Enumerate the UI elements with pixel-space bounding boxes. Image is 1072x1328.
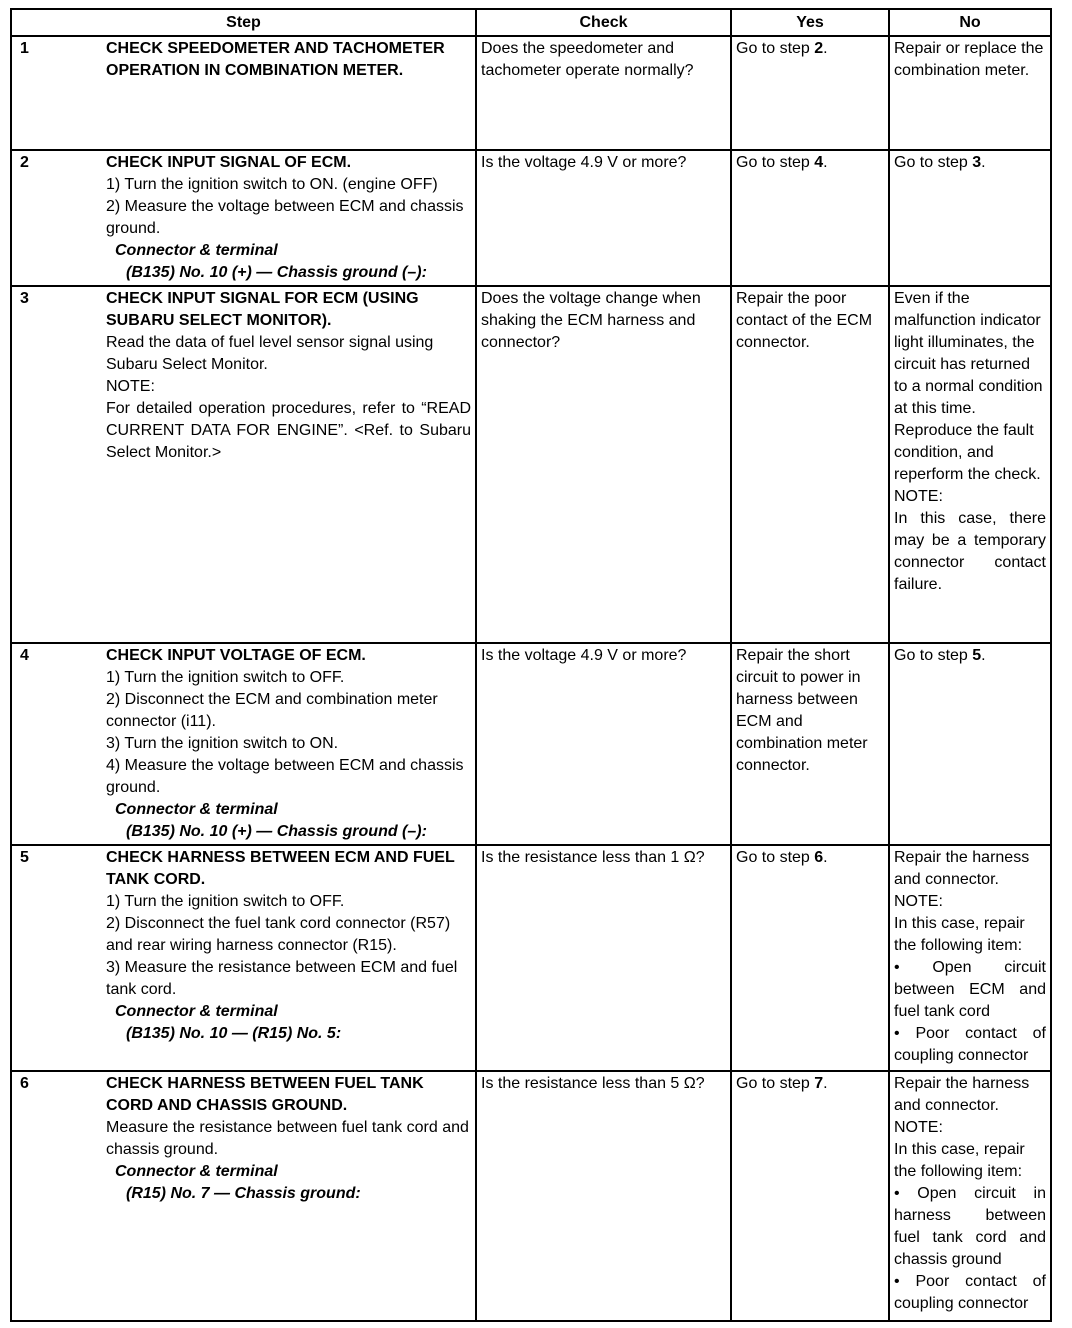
note-label: NOTE: bbox=[894, 893, 943, 910]
header-yes: Yes bbox=[731, 9, 889, 36]
no-text: Go to step bbox=[894, 154, 973, 171]
no-cell: Go to step 5. bbox=[889, 643, 1051, 845]
step-title: CHECK HARNESS BETWEEN FUEL TANK CORD AND CHASSIS GROUND. bbox=[106, 1075, 424, 1114]
yes-text: Go to step bbox=[736, 1075, 815, 1092]
connector-value: (B135) No. 10 (+) — Chassis ground (–): bbox=[126, 264, 427, 281]
note-text: In this case, repair the following item: bbox=[894, 915, 1025, 954]
table-row bbox=[11, 150, 1051, 286]
check-cell: Does the speedometer and tachometer operate normally? bbox=[476, 36, 731, 150]
check-cell: Does the voltage change when shaking the ECM harness and connector? bbox=[476, 286, 731, 643]
step-title: CHECK INPUT VOLTAGE OF ECM. bbox=[106, 647, 366, 664]
step-instruction: 2) Disconnect the fuel tank cord connector (R57) and rear wiring harness connector (R15). bbox=[106, 915, 451, 954]
note-text: In this case, there may be a temporary connector contact failure. bbox=[894, 510, 1046, 593]
header-check: Check bbox=[476, 9, 731, 36]
step-instruction: 2) Disconnect the ECM and combination meter connector (i11). bbox=[106, 691, 438, 730]
step-number: 1 bbox=[20, 40, 29, 57]
yes-cell: Go to step 6. bbox=[731, 845, 889, 1071]
check-cell: Is the voltage 4.9 V or more? bbox=[476, 643, 731, 845]
yes-text: Go to step bbox=[736, 154, 815, 171]
diagnostic-table bbox=[10, 8, 1052, 1322]
table-row bbox=[11, 36, 1051, 150]
bullet-item: • Open circuit in harness between fuel tank cord and chassis ground bbox=[894, 1185, 1046, 1268]
check-cell: Is the voltage 4.9 V or more? bbox=[476, 150, 731, 286]
step-instruction: 1) Turn the ignition switch to OFF. bbox=[106, 669, 345, 686]
check-cell: Is the resistance less than 1 Ω? bbox=[476, 845, 731, 1071]
step-number: 5 bbox=[20, 849, 29, 866]
bullet-item: • Open circuit between ECM and fuel tank cord bbox=[894, 959, 1046, 1020]
step-number: 6 bbox=[20, 1075, 29, 1092]
step-title: CHECK INPUT SIGNAL OF ECM. bbox=[106, 154, 352, 171]
table-row bbox=[11, 1071, 1051, 1321]
step-instruction: 3) Measure the resistance between ECM and fuel tank cord. bbox=[106, 959, 458, 998]
no-step-link: 3 bbox=[972, 154, 982, 171]
note-label: NOTE: bbox=[894, 488, 943, 505]
connector-label: Connector & terminal bbox=[115, 801, 278, 818]
note-label: NOTE: bbox=[106, 378, 155, 395]
yes-cell: Go to step 7. bbox=[731, 1071, 889, 1321]
yes-text: Go to step bbox=[736, 849, 815, 866]
no-step-link: 5 bbox=[972, 647, 982, 664]
check-cell: Is the resistance less than 5 Ω? bbox=[476, 1071, 731, 1321]
yes-cell: Repair the poor contact of the ECM connector. bbox=[731, 286, 889, 643]
yes-step-link: 6 bbox=[814, 849, 824, 866]
no-text: Go to step bbox=[894, 647, 973, 664]
header-step: Step bbox=[11, 9, 476, 36]
step-instruction: 1) Turn the ignition switch to ON. (engine OFF) bbox=[106, 176, 438, 193]
step-number: 3 bbox=[20, 290, 29, 307]
yes-step-link: 7 bbox=[814, 1075, 824, 1092]
table-row bbox=[11, 286, 1051, 643]
step-title: CHECK INPUT SIGNAL FOR ECM (USING SUBARU SELECT MONITOR). bbox=[106, 290, 419, 329]
step-instruction: Measure the resistance between fuel tank cord and chassis ground. bbox=[106, 1119, 469, 1158]
step-cell bbox=[11, 286, 476, 643]
step-number: 2 bbox=[20, 154, 29, 171]
header-row bbox=[11, 9, 1051, 36]
table-row bbox=[11, 845, 1051, 1071]
connector-value: (B135) No. 10 (+) — Chassis ground (–): bbox=[126, 823, 427, 840]
note-label: NOTE: bbox=[894, 1119, 943, 1136]
connector-value: (R15) No. 7 — Chassis ground: bbox=[126, 1185, 361, 1202]
yes-cell: Go to step 2. bbox=[731, 36, 889, 150]
connector-label: Connector & terminal bbox=[115, 242, 278, 259]
no-cell bbox=[889, 286, 1051, 643]
table-row bbox=[11, 643, 1051, 845]
no-text: Repair the harness and connector. bbox=[894, 849, 1030, 888]
step-instruction: 2) Measure the voltage between ECM and chassis ground. bbox=[106, 198, 464, 237]
step-instruction: Read the data of fuel level sensor signal using Subaru Select Monitor. bbox=[106, 334, 434, 373]
yes-step-link: 4 bbox=[814, 154, 824, 171]
note-text: In this case, repair the following item: bbox=[894, 1141, 1025, 1180]
no-text: Repair the harness and connector. bbox=[894, 1075, 1030, 1114]
connector-label: Connector & terminal bbox=[115, 1163, 278, 1180]
step-cell bbox=[11, 643, 476, 845]
no-text: Even if the malfunction indicator light illuminates, the circuit has returned to a normal condition at this time. Reproduce the fault condition, and reperform the check. bbox=[894, 290, 1043, 483]
step-instruction: 3) Turn the ignition switch to ON. bbox=[106, 735, 339, 752]
connector-value: (B135) No. 10 — (R15) No. 5: bbox=[126, 1025, 342, 1042]
step-cell bbox=[11, 36, 476, 150]
step-instruction: 4) Measure the voltage between ECM and chassis ground. bbox=[106, 757, 464, 796]
bullet-item: • Poor contact of coupling connector bbox=[894, 1025, 1046, 1064]
note-text: For detailed operation procedures, refer to “READ CURRENT DATA FOR ENGINE”. <Ref. to Subaru Select Monitor.> bbox=[106, 400, 471, 461]
step-title: CHECK HARNESS BETWEEN ECM AND FUEL TANK CORD. bbox=[106, 849, 455, 888]
step-title: CHECK SPEEDOMETER AND TACHOMETER OPERATION IN COMBINATION METER. bbox=[106, 40, 445, 79]
header-no: No bbox=[889, 9, 1051, 36]
yes-step-link: 2 bbox=[814, 40, 824, 57]
no-cell: Repair or replace the combination meter. bbox=[889, 36, 1051, 150]
step-number: 4 bbox=[20, 647, 29, 664]
yes-cell: Go to step 4. bbox=[731, 150, 889, 286]
connector-label: Connector & terminal bbox=[115, 1003, 278, 1020]
no-cell bbox=[889, 1071, 1051, 1321]
step-cell bbox=[11, 845, 476, 1071]
bullet-item: • Poor contact of coupling connector bbox=[894, 1273, 1046, 1312]
yes-text: Go to step bbox=[736, 40, 815, 57]
no-cell: Go to step 3. bbox=[889, 150, 1051, 286]
step-cell bbox=[11, 150, 476, 286]
no-cell bbox=[889, 845, 1051, 1071]
step-cell bbox=[11, 1071, 476, 1321]
yes-cell: Repair the short circuit to power in harness between ECM and combination meter connector. bbox=[731, 643, 889, 845]
step-instruction: 1) Turn the ignition switch to OFF. bbox=[106, 893, 345, 910]
